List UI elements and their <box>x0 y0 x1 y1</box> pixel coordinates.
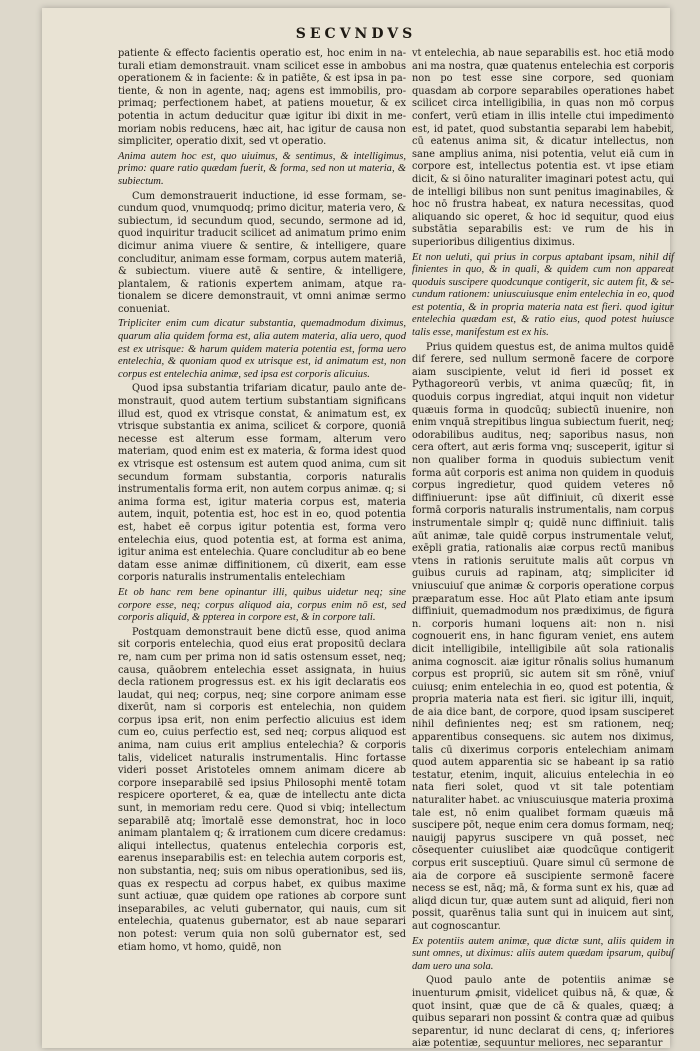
aristotle-text-paragraph: Ex potentiis autem animæ, quæ dictæ sunt, aliis quidem in sunt omnes, ut diximus: aliis autem quædam ipsarum, quibuſ dam uero una sola. <box>412 935 674 972</box>
aristotle-text-paragraph: Et ob hanc rem bene opinantur illi, quibus uidetur neq; sine corpore esse, neq; corpus aliquod aia, corpus enim nō est, sed corporis aliquid, & ppterea in corpore est, & in corpore tali. <box>118 586 406 624</box>
running-head: SECVNDVS <box>295 26 417 42</box>
commentary-paragraph: Postquam demonstrauit bene dictū esse, quod anima sit corporis entelechia, quod eius erat propositū declara re, nam cum per prima non id satis ostensum esset, neq; causa, quāobrem entelechia esset assignata, in huius decla rationem progressus est. ex his igit declaratis eos laudat, qui neq; corpus, neq; sine corpore animam esse dixerūt, nam si corporis est entelechia, non quidem corpus ipsa erit, non enim perfectio alicuius est idem cum eo, cuius perfectio est, sed neq; corpus aliquod est anima, nam cuius erit amplius entelechia? & corporis talis, videlicet naturalis instrumentalis. Hinc fortasse videri posset Aristoteles omnem animam dicere ab corpore inseparabilē sed ipsius Philosophi mentē totam respicere oporteret, & ea, quæ de intellectu ante dicta sunt, in memoriam redu cere. Quod si vbiq; intellectum separabilē atq; īmortalē esse demonstrat, hoc in loco animam plantalem q; & irrationem cum dicere credamus: aliqui intellectus, quatenus entelechia corporis est, earenus inseparabilis est: en telechia autem corporis est, non substantia, neq; suis om nibus operationibus, sed iis, quas ex respectu ad corpus habet, ex quibus maxime sunt actiuæ, quæ quidem ope rationes ab corpore sunt inseparabiles, ac veluti gubernator, qui nauis, cum sit entelechia, quatenus gubernator, est ab naue separari non potest: verum quia non solū gubernator est, sed etiam homo, vt homo, quidē, non <box>118 626 406 953</box>
left-column <box>118 48 406 1028</box>
commentary-paragraph: vt entelechia, ab naue separabilis est. hoc etiā modo ani ma nostra, quæ quatenus entelechia est corporis non po test esse sine corpore, sed quoniam quasdam ab corpore separabiles operationes habet scilicet circa intelligibilia, in quas non mō corpus confert, verū etiam in illis intelle ctui impedimento est, id patet, quod substantia separabi lem habebit, cū eatenus anima sit, & dicatur intellectus, non sane amplius anima, nisi potentia, velut eiā cum in corpore est, intellectus potentia est. vt ipse etiam dicit, & si ōino naturaliter imaginari potest actu, qui de intelligi bilibus non sunt penitus imaginabiles, & hoc nō frustra habeat, ex natura necessitas, quod aliquando sic operet, & hoc id sequitur, quod eius substātia separabilis est: ve rum de his in superioribus diligentius diximus. <box>412 48 675 248</box>
aristotle-text-paragraph: Et non ueluti, qui prius in corpus aptabant ipsam, nihil dif finientes in quo, & in quali, & quidem cum non appareat quoduis suscipere quodcunque contigerit, sic autem fit, & secundum rationem: uniuscuiusque enim entelechia in eo, quod est potentia, & in propria materia nata est fieri. quod igitur entelechia quædam est, & ratio eius, quod potest huiusce talis esse, manifestum est ex his. <box>412 251 674 339</box>
book-page <box>42 8 675 1050</box>
aristotle-text-paragraph: Anima autem hoc est, quo uiuimus, & sentimus, & intelligimus, primo: quare ratio quædam fuerit, & forma, sed non ut materia, & subiectum. <box>118 150 406 187</box>
aristotle-text-paragraph: Tripliciter enim cum dicatur substantia, quemadmodum diximus, quarum alia quidem forma est, alia autem materia, alia uero, quod est ex utrisque: & harum quidem materia potentia est, forma uero entelechia, & quoniam quod ex utrisque est, id animatum est, non corpus est entelechia animæ, sed ipsa est corporis alicuius. <box>118 318 406 380</box>
right-column <box>412 48 675 1050</box>
commentary-paragraph: Quod paulo ante de potentiis animæ se inuenturum ꝓmisit, videlicet quibus nā, & quæ, & quot insint, quæ que de cā & quales, quæq; a quibus separari non possint & contra quæ ad quibus separentur, id nunc declarat di cens, q; inferiores aiæ potentiæ, sequuntur meliores, nec separantur <box>412 975 674 1050</box>
commentary-paragraph: Prius quidem questus est, de anima multos quidē dif ferere, sed nullum sermonē facere de corpore aiam suscipiente, velut id fieri id posset ex Pythagoreorū verbis, vt anima quæcūq; fit, in quoduis corpus ingrediat, atqui inquit non videtur quæuis forma in quodcūq; subiectū inuenire, non enim vnquā strepitibus lingua subiectum fuerit, neq; odorabilibus auditus, neq; saporibus nasus, non cera oftert, aut æris forma vnq; susceperit, igitur si non qualiber forma in quoduis subiectum venit forma aūt corporis est anima non quidem in quoduis corpus ingredietur, quod quidem veteres nō diffiniuerunt: ipse aūt diffiniuit, cū dixerit esse formā corporis naturalis instrumentalis, nam corpus instrumentale simplr q; quidē nunc diffiniuit. talis aūt animæ, tale quidē corpus instrumentale velut, exēpli gratia, rationalis aiæ corpus rectū manibus vtens in rationis seruitute malis aūt corpus vn guibus curuis ad rapinam, atq; simpliciter id vniuscuiuſ que animæ & corporis operatione corpus præparatum esse. Hoc aūt Plato etiam ante ipsum diffiniuit, quemadmodum nos prædiximus, de figura n. corporis humani loquens ait: non n. nisi cognouerit ens, in hanc figuram veniet, ens autem dicit intelligibile, intelligibile aūt sola rationalis anima cognoscit. aiæ igitur rōnalis solius humanum corpus est propriū, sic autem sit sm rōnē, vniuſ cuiusq; enim entelechia in eo, quod est potentia, & propria materia nata est fieri. sic igitur illi, inquit, de aia dice bant, de corpore, quod ipsam susciperet nihil definientes neq; est sm rationem, neq; apparentibus consequens. sic autem nos diximus, talis cū dixerimus corporis entelechiam animam quod autem apparentia sic se habeant ip sa ratio testatur, etenim, inquit, alicuius entelechia in eo nata fieri solet, quod vt sit tale potentiam naturaliter habet. ac vniuscuiusque materia proxima tale est, nō enim qualibet formam quæuis mā suscipere pōt, neque enim cera domus formam, neq; nauigij papyrus suscipere vn quā posset, nec cōsequenter cuiuslibet aiæ quodcūque contigerit corpus erit susceptiuū. Quare simul cū sermone de aia de corpore eā suscipiente sermonē facere necess se est, nāq; mā, & forma sunt ex his, quæ ad aliqd dicun tur, quæ autem sunt ad aliquid, fieri non possit, quarēnus talia sunt qui in inuicem aut sint, aut cognoscantur. <box>412 341 674 932</box>
commentary-paragraph: Cum demonstrauerit inductione, id esse formam, secundum quod, vnumquodq; primo dicitur, materia vero, & subiectum, id secundum quod, secundo, sermone ad id, quod inquiritur traducit scilicet ad animatum primo enim dicimur anima viuere & sentire, & intelligere, quare concluditur, animam esse formam, corpus autem materiā, & subiectum. viuere autē & sentire, & intelligere, plantalem, & rationis expertem animam, atque rationalem se dicere demonstrauit, vt omni animæ sermo conueniat. <box>118 190 406 315</box>
commentary-paragraph: Quod ipsa substantia trifariam dicatur, paulo ante demonstrauit, quod autem tertium substantiam significans illud est, quod ex vtrisque constat, & animatum est, ex vtrisque substantia ex anima, scilicet & corpore, quoniā necesse est alterum esse formam, alterum vero materiam, quod enim est ex materia, & forma idest quod ex vtrisque est ostensum est autem quod anima, cum sit secundum formam substantia, corporis naturalis instrumentalis forma erit, non autem corpus animæ. q; si anima forma est, igitur materia corpus est, materia autem, inquit, potentia est, hoc est in eo, quod potentia est, habet eē corpus igitur potentia est, forma vero entelechia eius, quod potentia est, at forma est anima, igitur anima est entelechia. Quare concluditur ab eo bene datam esse animæ diffinitionem, cū dixerit, eam esse corporis naturalis instrumentalis entelechiam <box>118 383 406 584</box>
commentary-paragraph: patiente & effecto facientis operatio est, hoc enim in naturali etiam demonstrauit. vnam scilicet esse in ambobus operationem & in faciente: & in patiēte, & est ipsa in patiente, & non in agente, naq; agens est immobilis, proprimaq; perfectionem habet, at patiens mouetur, & ex potentia in actum deducitur quæ igitur ibi dixit in memoriam nobis reducens, hæc ait, hac igitur de causa non simpliciter, operatio dixit, sed vt operatio. <box>118 48 406 148</box>
